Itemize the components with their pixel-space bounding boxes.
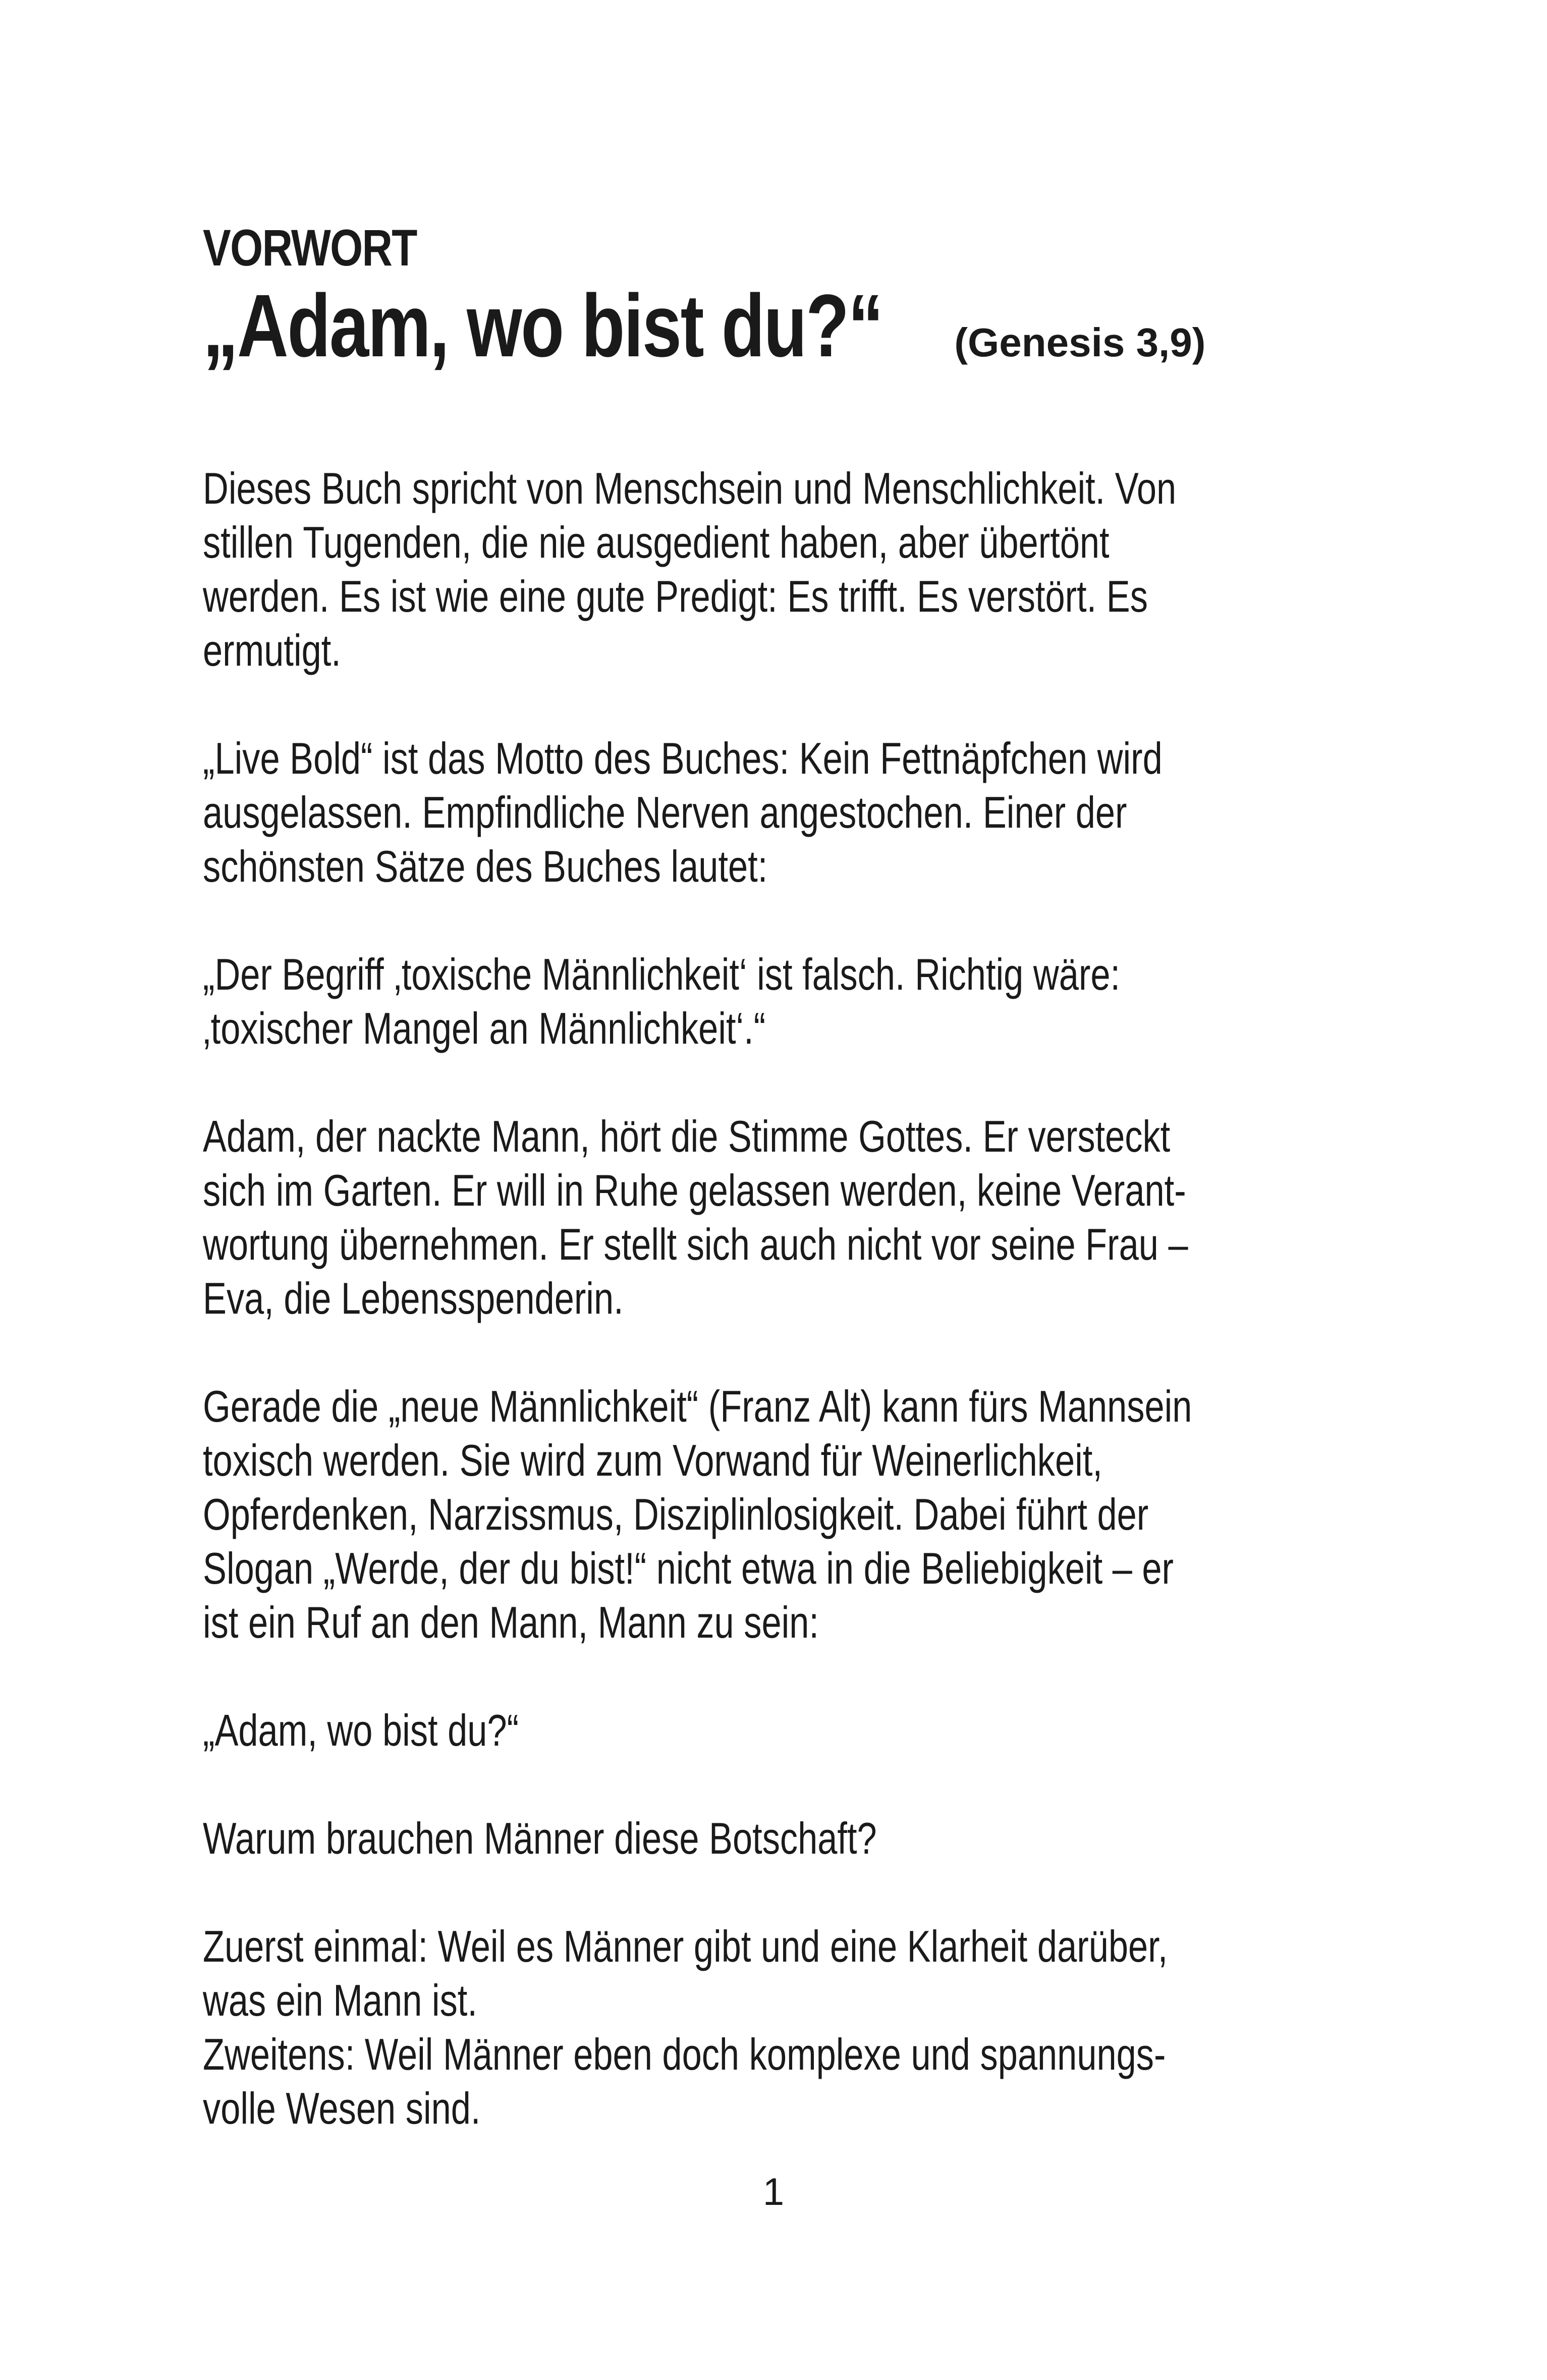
text-line: „Adam, wo bist du?“	[203, 1705, 519, 1755]
text-line: „Der Begriff ‚toxische Männlichkeit‘ ist falsch. Richtig wäre:	[203, 949, 1121, 999]
paragraph-question	[203, 1811, 1343, 1865]
text-line: ist ein Ruf an den Mann, Mann zu sein:	[203, 1597, 819, 1647]
bible-reference: (Genesis 3,9)	[954, 320, 1206, 365]
paragraph	[203, 731, 1343, 893]
paragraph	[203, 1379, 1343, 1649]
text-line: Adam, der nackte Mann, hört die Stimme Gottes. Er versteckt	[203, 1111, 1171, 1161]
text-line: volle Wesen sind.	[203, 2083, 481, 2133]
paragraph	[203, 1109, 1343, 1325]
text-line: was ein Mann ist.	[203, 1975, 477, 2025]
paragraph	[203, 461, 1343, 677]
paragraph	[203, 1919, 1343, 2027]
text-line: Slogan „Werde, der du bist!“ nicht etwa in die Beliebigkeit – er	[203, 1543, 1174, 1593]
paragraph-quote	[203, 947, 1343, 1055]
title-row	[203, 277, 1343, 375]
text-line: wortung übernehmen. Er stellt sich auch nicht vor seine Frau –	[203, 1219, 1188, 1269]
text-line: Zweitens: Weil Männer eben doch komplexe und spannungs-	[203, 2029, 1166, 2079]
text-line: Warum brauchen Männer diese Botschaft?	[203, 1813, 877, 1863]
section-kicker: VORWORT	[203, 219, 417, 277]
text-line: Eva, die Lebensspenderin.	[203, 1273, 624, 1323]
text-line: stillen Tugenden, die nie ausgedient haben, aber übertönt	[203, 517, 1110, 567]
paragraph	[203, 2027, 1343, 2135]
text-line: ‚toxischer Mangel an Männlichkeit‘.“	[203, 1003, 766, 1053]
text-line: toxisch werden. Sie wird zum Vorwand für Weinerlichkeit,	[203, 1435, 1102, 1485]
text-line: werden. Es ist wie eine gute Predigt: Es trifft. Es verstört. Es	[203, 571, 1148, 621]
paragraph-quote	[203, 1703, 1343, 1757]
text-line: Zuerst einmal: Weil es Männer gibt und eine Klarheit darüber,	[203, 1921, 1168, 1971]
text-line: schönsten Sätze des Buches lautet:	[203, 841, 768, 891]
text-line: Gerade die „neue Männlichkeit“ (Franz Alt) kann fürs Mannsein	[203, 1381, 1192, 1431]
text-line: Opferdenken, Narzissmus, Disziplinlosigkeit. Dabei führt der	[203, 1489, 1149, 1539]
text-line: „Live Bold“ ist das Motto des Buches: Kein Fettnäpfchen wird	[203, 733, 1163, 783]
page-content	[203, 219, 1343, 2189]
page-number: 1	[762, 2171, 785, 2213]
text-line: ermutigt.	[203, 625, 341, 675]
text-line: ausgelassen. Empfindliche Nerven angestochen. Einer der	[203, 787, 1127, 837]
text-line: Dieses Buch spricht von Menschsein und Menschlichkeit. Von	[203, 463, 1177, 513]
body-text	[203, 461, 1343, 2135]
text-line: sich im Garten. Er will in Ruhe gelassen werden, keine Verant-	[203, 1165, 1186, 1215]
page-title: „Adam, wo bist du?“	[203, 277, 882, 375]
